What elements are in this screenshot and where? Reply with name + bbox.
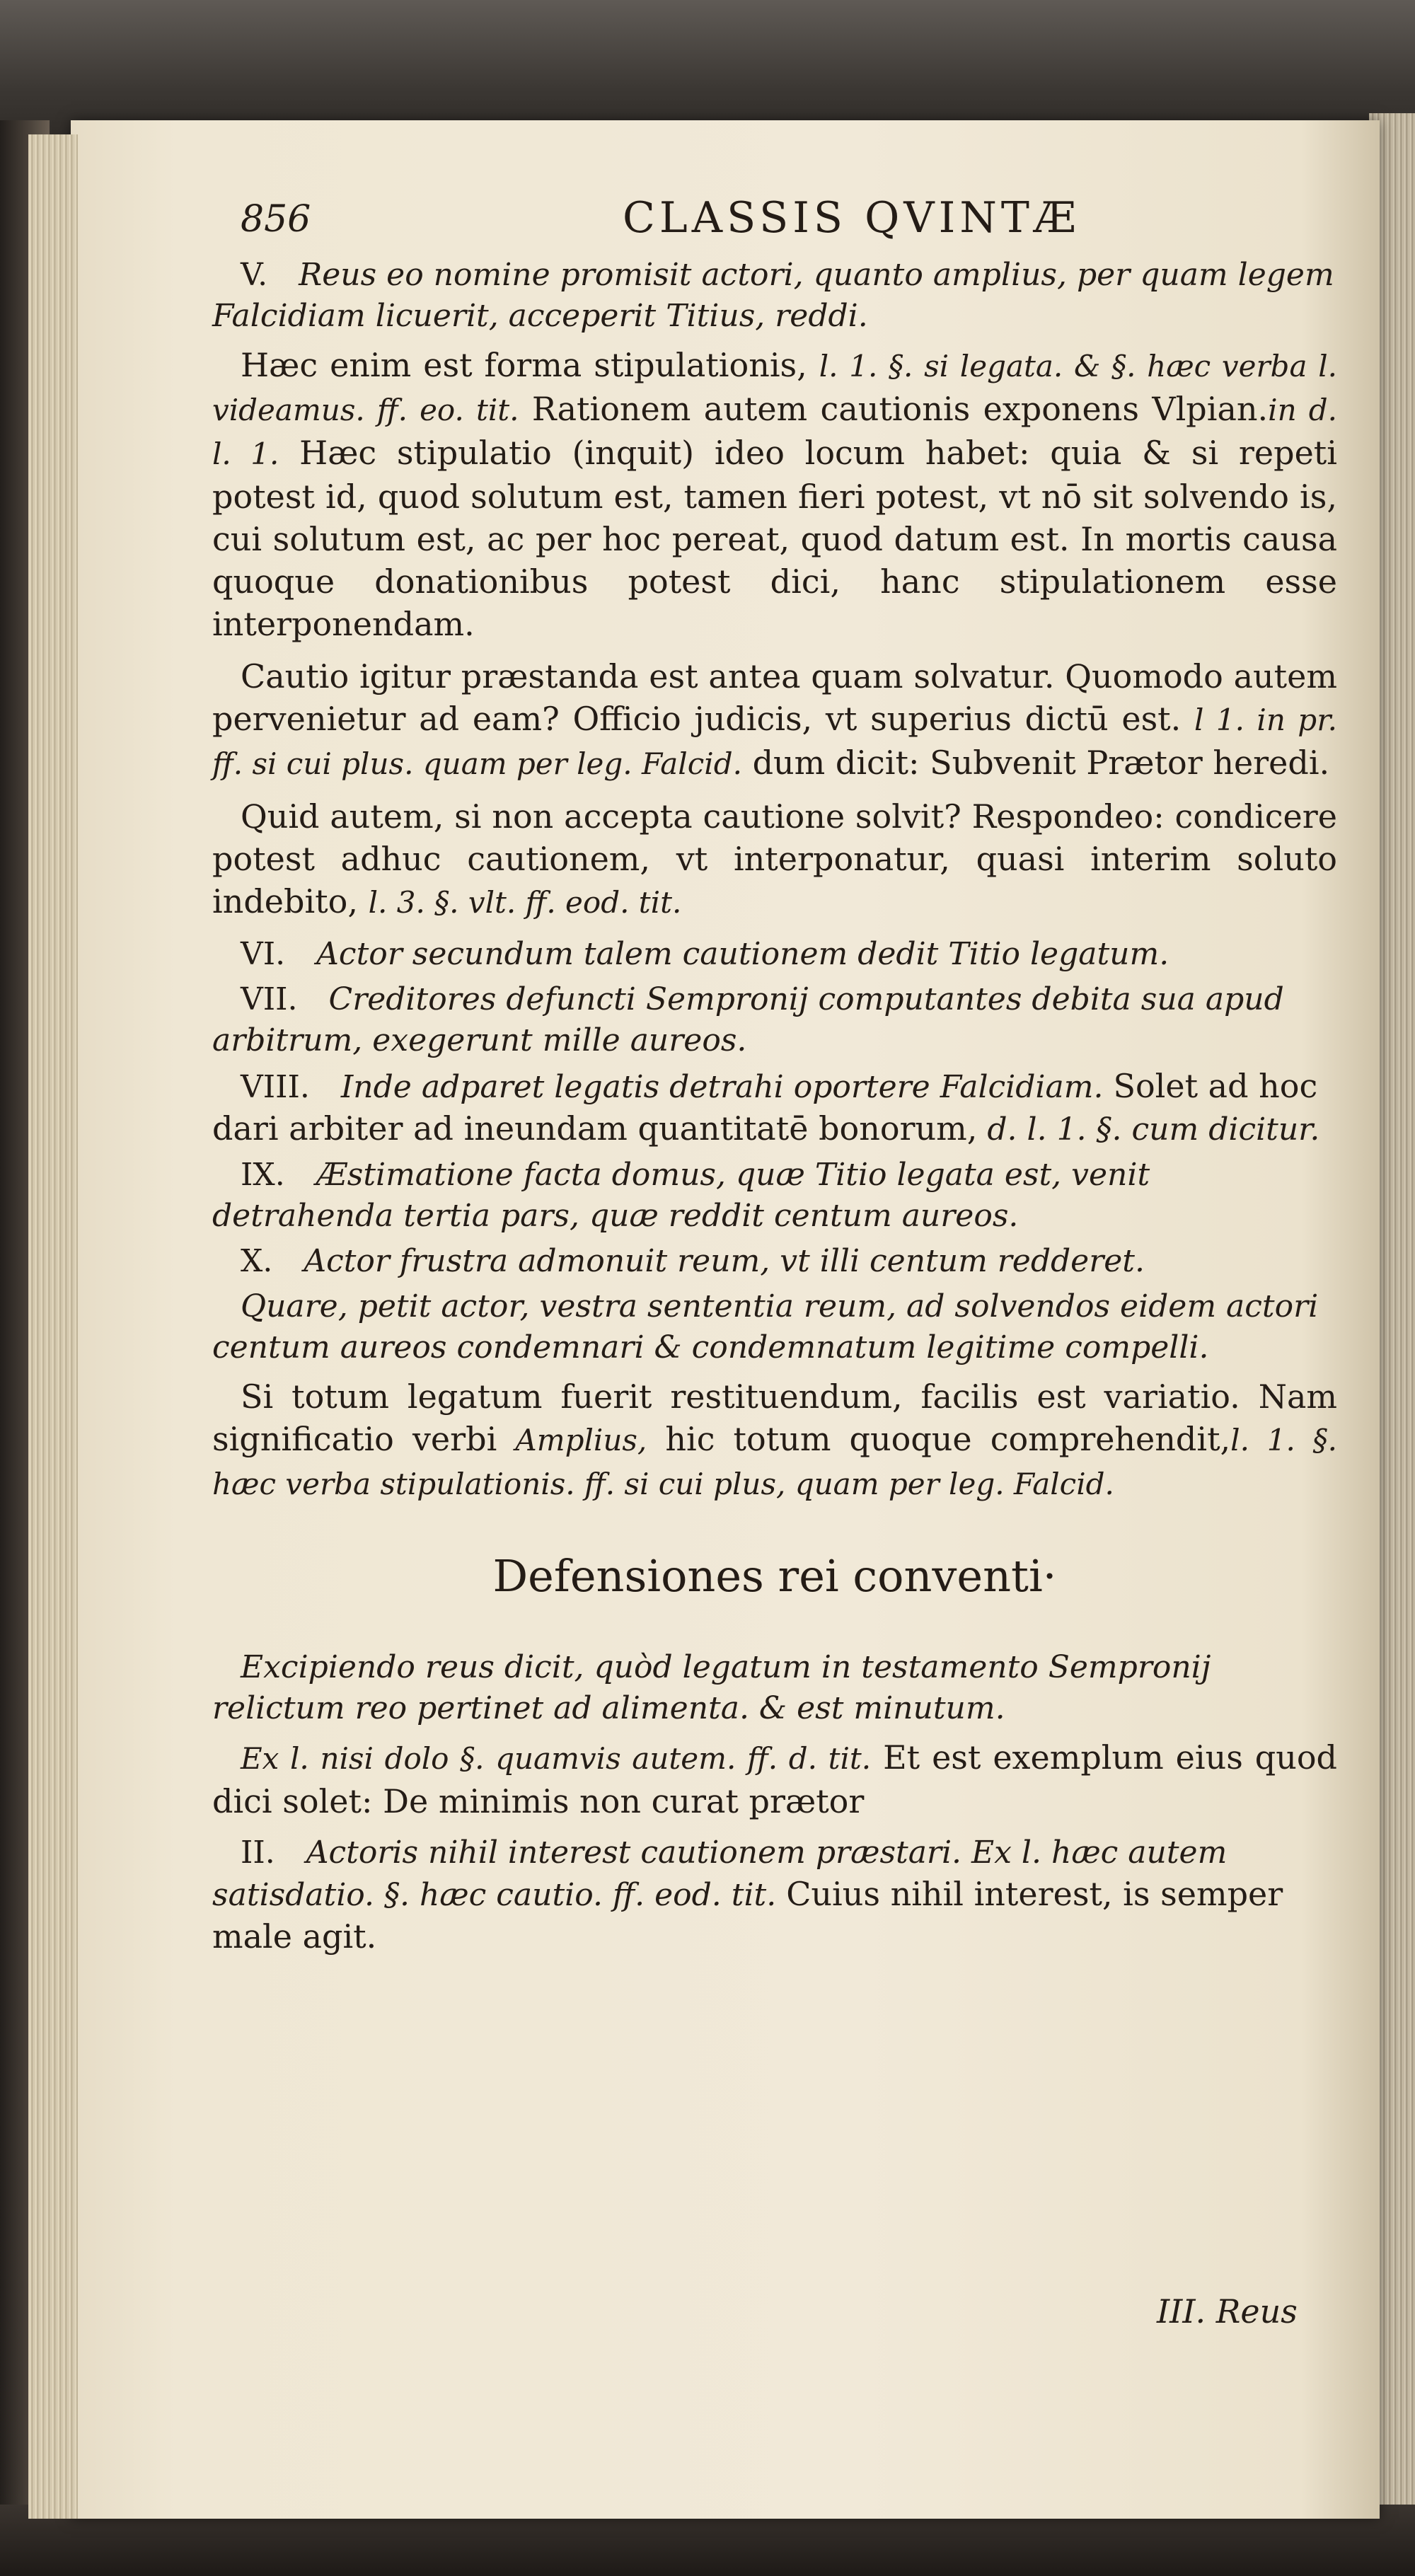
case-number: IX. <box>241 1157 285 1193</box>
defense-1 <box>212 1647 1337 1729</box>
citation: d. l. 1. §. cum dicitur. <box>987 1111 1320 1148</box>
case-number: V. <box>241 257 268 293</box>
text: dum dicit: Subvenit Prætor heredi. <box>752 744 1330 782</box>
citation: l. 1. §. hæc verba stipulationis. ff. si cui plus, quam per leg. Falcid. <box>212 1423 1338 1501</box>
running-head: CLASSIS QVINTÆ <box>623 193 1080 243</box>
case-number: VII. <box>241 981 298 1017</box>
paragraph-3 <box>212 795 1337 924</box>
case-text: Æstimatione facta domus, quæ Titio legata est, venit detrahenda tertia pars, quæ reddit centum aureos. <box>212 1157 1150 1234</box>
case-viii <box>212 1065 1337 1150</box>
page-left-edge <box>28 134 78 2519</box>
paragraph-1 <box>212 344 1337 645</box>
page-number: 856 <box>241 198 311 241</box>
case-text: Quare, petit actor, vestra sententia reum, ad solvendos eidem actori centum aureos condemnari & condemnatum legitime compelli. <box>212 1288 1319 1365</box>
citation: Ex l. nisi dolo §. quamvis autem. ff. d. tit. <box>241 1741 872 1776</box>
paragraph-4 <box>212 1375 1337 1506</box>
page-header <box>212 191 1337 250</box>
defense-2 <box>212 1832 1337 1958</box>
case-x <box>212 1241 1337 1282</box>
case-text: Actoris nihil interest cautionem præstari. Ex l. hæc autem satisdatio. §. hæc cautio. ff. eod. tit. <box>212 1835 1228 1913</box>
case-number: II. <box>241 1835 275 1871</box>
defense-1-continued <box>212 1736 1337 1823</box>
citation: in d. l. 1. <box>212 393 1337 471</box>
case-text: Actor frustra admonuit reum, vt illi centum redderet. <box>304 1243 1145 1279</box>
text: Hæc enim est forma stipulationis, <box>241 346 807 384</box>
case-ix <box>212 1155 1337 1237</box>
case-text: Inde adparet legatis detrahi oportere Falcidiam. <box>340 1069 1104 1105</box>
citation: l 1. in pr. ff. si cui plus. quam per leg. Falcid. <box>212 703 1338 781</box>
text: Solet ad hoc dari arbiter ad ineundam quantitatē bonorum, <box>212 1067 1318 1148</box>
section-title: Defensiones rei conventi· <box>492 1550 1057 1602</box>
emphasis: Amplius, <box>515 1423 647 1457</box>
text: Si totum legatum fuerit restituendum, facilis est variatio. Nam significatio verbi <box>212 1377 1337 1458</box>
case-number: VI. <box>241 936 286 972</box>
text: Rationem autem cautionis exponens Vlpian. <box>531 390 1269 428</box>
case-number: X. <box>241 1243 273 1279</box>
paragraph-2 <box>212 655 1337 785</box>
case-text: Actor secundum talem cautionem dedit Titio legatum. <box>316 936 1169 972</box>
page-text <box>212 191 1337 1963</box>
case-text: Creditores defuncti Sempronij computantes debita sua apud arbitrum, exegerunt mille aureos. <box>212 981 1284 1058</box>
text: Quid autem, si non accepta cautione solvit? Respondeo: condicere potest adhuc cautionem, vt interponatur, quasi interim soluto indebito, <box>212 797 1337 920</box>
case-v <box>212 255 1337 337</box>
case-x-continued <box>212 1286 1337 1368</box>
case-vii <box>212 979 1337 1061</box>
text: Cautio igitur præstanda est antea quam solvatur. Quomodo autem pervenietur ad eam? Officio judicis, vt superius dictū est. <box>212 657 1337 738</box>
text: hic totum quoque comprehendit, <box>665 1420 1231 1458</box>
case-text: Reus eo nomine promisit actori, quanto amplius, per quam legem Falcidiam licuerit, acceperit Titius, reddi. <box>212 257 1334 334</box>
text: Cuius nihil interest, is semper male agit. <box>212 1875 1283 1956</box>
citation: l. 3. §. vlt. ff. eod. tit. <box>368 885 682 920</box>
case-text: Excipiendo reus dicit, quòd legatum in testamento Sempronij relictum reo pertinet ad alimenta. & est minutum. <box>212 1649 1211 1726</box>
case-number: VIII. <box>241 1069 310 1105</box>
case-vi <box>212 934 1337 975</box>
catchword: III. Reus <box>1157 2292 1298 2330</box>
text: Et est exemplum eius quod dici solet: De minimis non curat prætor <box>212 1738 1337 1820</box>
citation: l. 1. §. si legata. & §. hæc verba l. videamus. ff. eo. tit. <box>212 349 1337 427</box>
text: Hæc stipulatio (inquit) ideo locum habet: quia & si repeti potest id, quod solutum est, tamen fieri potest, vt nō sit solvendo is, cui solutum est, ac per hoc pereat, quod datum est. In mortis causa quoque donationibus potest dici, hanc stipulationem esse interponendam. <box>212 434 1337 643</box>
